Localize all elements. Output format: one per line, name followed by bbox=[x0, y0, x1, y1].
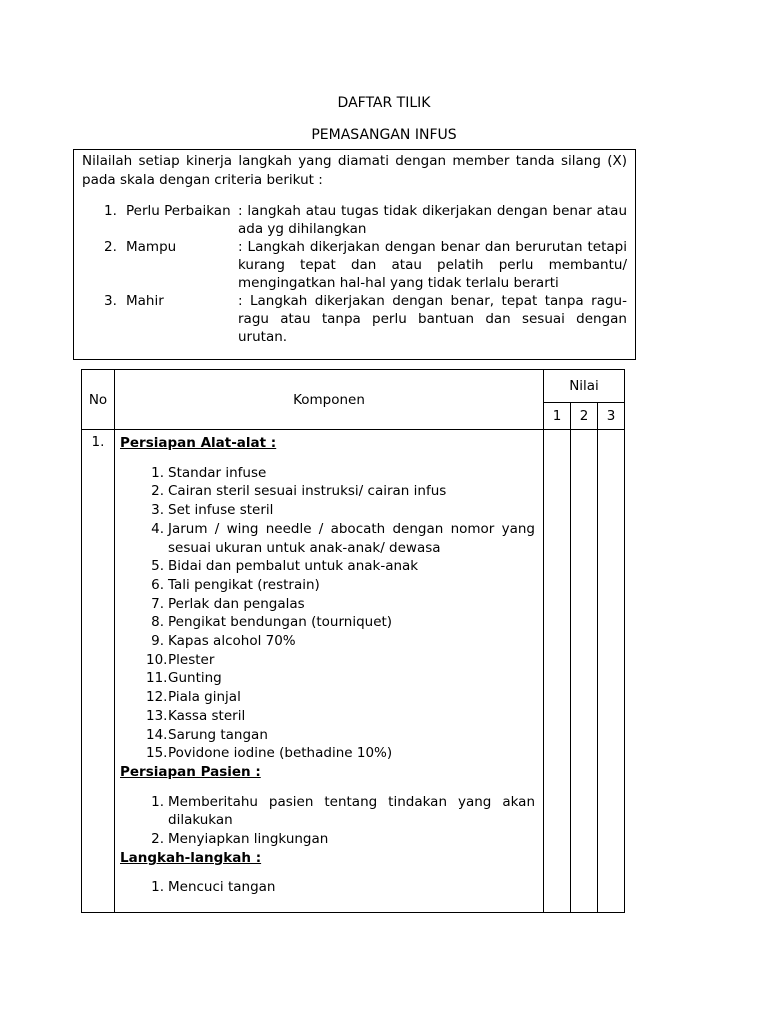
item-text: Kassa steril bbox=[168, 707, 246, 724]
criteria-description: : langkah atau tugas tidak dikerjakan dengan benar atau ada yg dihilangkan bbox=[238, 203, 627, 237]
document-subtitle: PEMASANGAN INFUS bbox=[311, 127, 457, 143]
score-cell-1[interactable] bbox=[544, 430, 571, 913]
list-item bbox=[120, 688, 535, 707]
list-item bbox=[120, 744, 535, 763]
criteria-box bbox=[73, 149, 636, 360]
item-number: 1. bbox=[151, 464, 164, 481]
item-number: 13. bbox=[146, 707, 168, 724]
item-list bbox=[120, 464, 535, 763]
criteria-list bbox=[82, 202, 627, 346]
item-number: 2. bbox=[151, 831, 164, 848]
item-text: Pengikat bendungan (tourniquet) bbox=[168, 614, 393, 631]
item-number: 1. bbox=[151, 793, 164, 810]
list-item bbox=[120, 520, 535, 557]
instruction-text: Nilailah setiap kinerja langkah yang diamati dengan member tanda silang (X) pada skala dengan criteria berikut : bbox=[82, 153, 627, 188]
header-nilai: Nilai bbox=[544, 370, 625, 403]
score-header-3: 3 bbox=[598, 403, 625, 430]
item-text: Bidai dan pembalut untuk anak-anak bbox=[168, 558, 419, 575]
item-number: 3. bbox=[151, 502, 164, 519]
item-text: Gunting bbox=[168, 670, 222, 687]
komponen-content bbox=[115, 430, 544, 913]
item-number: 2. bbox=[151, 483, 164, 500]
list-item bbox=[120, 557, 535, 576]
score-header-2: 2 bbox=[571, 403, 598, 430]
item-number: 6. bbox=[151, 576, 164, 593]
item-text: Plester bbox=[168, 651, 215, 668]
item-list bbox=[120, 878, 535, 897]
item-number: 11. bbox=[146, 670, 168, 687]
item-number: 7. bbox=[151, 595, 164, 612]
item-text: Mencuci tangan bbox=[168, 879, 276, 896]
list-item bbox=[120, 793, 535, 830]
header-no: No bbox=[82, 370, 115, 430]
item-text: Povidone iodine (bethadine 10%) bbox=[168, 745, 393, 762]
item-text: Menyiapkan lingkungan bbox=[168, 831, 329, 848]
list-item bbox=[120, 576, 535, 595]
item-text: Perlak dan pengalas bbox=[168, 595, 305, 612]
criteria-item bbox=[82, 202, 627, 238]
item-number: 9. bbox=[151, 633, 164, 650]
list-item bbox=[120, 464, 535, 483]
item-text: Cairan steril sesuai instruksi/ cairan infus bbox=[168, 483, 447, 500]
item-text: Jarum / wing needle / abocath dengan nomor yang sesuai ukuran untuk anak-anak/ dewasa bbox=[168, 520, 535, 556]
criteria-description: : Langkah dikerjakan dengan benar dan berurutan tetapi kurang tepat dan atau pelatih perlu membantu/ mengingatkan hal-hal yang tidak terlalu berarti bbox=[238, 239, 627, 291]
criteria-name: Mahir bbox=[126, 293, 164, 309]
list-item bbox=[120, 669, 535, 688]
criteria-item bbox=[82, 238, 627, 292]
list-item bbox=[120, 707, 535, 726]
item-number: 8. bbox=[151, 614, 164, 631]
item-number: 1. bbox=[151, 879, 164, 896]
item-number: 14. bbox=[146, 726, 168, 743]
criteria-name: Perlu Perbaikan bbox=[126, 203, 231, 219]
document-title: DAFTAR TILIK bbox=[337, 95, 431, 111]
list-item bbox=[120, 651, 535, 670]
list-item bbox=[120, 726, 535, 745]
criteria-name: Mampu bbox=[126, 239, 177, 255]
item-text: Set infuse steril bbox=[168, 502, 274, 519]
list-item bbox=[120, 878, 535, 897]
item-number: 4. bbox=[151, 520, 164, 537]
criteria-number: 1. bbox=[104, 203, 117, 219]
item-number: 15. bbox=[146, 745, 168, 762]
item-list bbox=[120, 793, 535, 849]
item-number: 5. bbox=[151, 558, 164, 575]
list-item bbox=[120, 613, 535, 632]
item-text: Standar infuse bbox=[168, 464, 267, 481]
item-number: 10. bbox=[146, 651, 168, 668]
checklist-table bbox=[81, 369, 625, 913]
item-text: Kapas alcohol 70% bbox=[168, 633, 296, 650]
item-number: 12. bbox=[146, 689, 168, 706]
item-text: Memberitahu pasien tentang tindakan yang akan dilakukan bbox=[168, 793, 535, 829]
list-item bbox=[120, 595, 535, 614]
criteria-number: 2. bbox=[104, 239, 117, 255]
list-item bbox=[120, 830, 535, 849]
criteria-item bbox=[82, 292, 627, 346]
row-number: 1. bbox=[82, 430, 115, 913]
score-header-1: 1 bbox=[544, 403, 571, 430]
score-cell-3[interactable] bbox=[598, 430, 625, 913]
section-heading: Persiapan Pasien : bbox=[120, 763, 261, 780]
list-item bbox=[120, 482, 535, 501]
item-text: Sarung tangan bbox=[168, 726, 268, 743]
item-text: Piala ginjal bbox=[168, 689, 241, 706]
section-heading: Langkah-langkah : bbox=[120, 849, 262, 866]
list-item bbox=[120, 501, 535, 520]
header-komponen: Komponen bbox=[115, 370, 544, 430]
item-text: Tali pengikat (restrain) bbox=[168, 576, 320, 593]
criteria-number: 3. bbox=[104, 293, 117, 309]
score-cell-2[interactable] bbox=[571, 430, 598, 913]
criteria-description: : Langkah dikerjakan dengan benar, tepat tanpa ragu-ragu atau tanpa perlu bantuan dan sesuai dengan urutan. bbox=[238, 293, 627, 345]
section-heading: Persiapan Alat-alat : bbox=[120, 435, 277, 451]
list-item bbox=[120, 632, 535, 651]
